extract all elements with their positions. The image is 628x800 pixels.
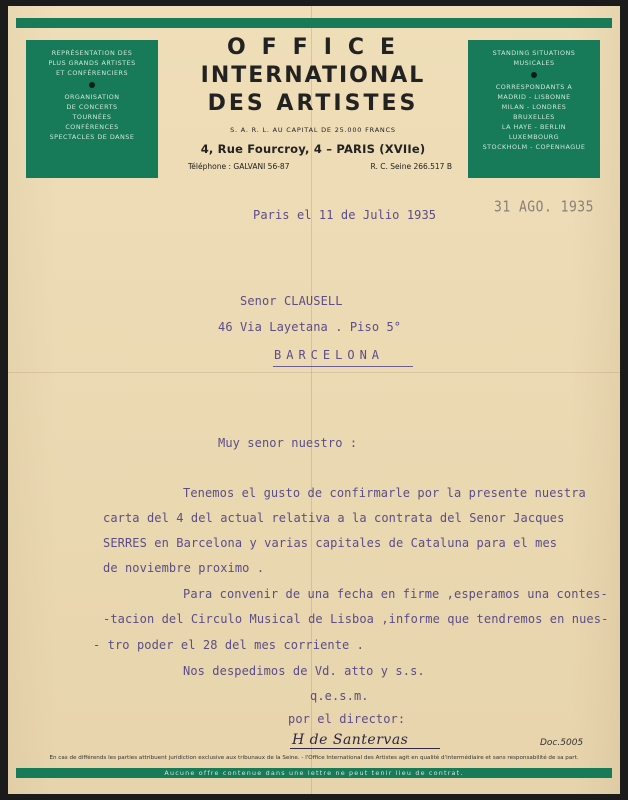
- left-box-line: TOURNÉES: [72, 113, 112, 121]
- left-box-line: CONFÉRENCES: [65, 123, 119, 131]
- top-green-band: [16, 18, 612, 28]
- body-line: - tro poder el 28 del mes corriente .: [93, 638, 365, 652]
- company-address: 4, Rue Fourcroy, 4 – PARIS (XVIIe): [200, 142, 426, 156]
- salutation: Muy senor nuestro :: [218, 436, 358, 450]
- bullet-dot-icon: [531, 72, 537, 78]
- right-box-line: MADRID - LISBONNE: [497, 93, 571, 101]
- left-box-line: ORGANISATION: [64, 93, 120, 101]
- brand-title-international: INTERNATIONAL: [200, 63, 426, 88]
- body-line: SERRES en Barcelona y varias capitales de Cataluna para el mes: [103, 536, 558, 550]
- right-box-line: BRUXELLES: [513, 113, 555, 121]
- bullet-dot-icon: [89, 82, 95, 88]
- recipient-name: Senor CLAUSELL: [240, 294, 343, 308]
- signature: [290, 728, 440, 754]
- left-box-line: SPECTACLES DE DANSE: [49, 133, 135, 141]
- signature-text: H de Santervas: [292, 732, 409, 748]
- left-box-line: PLUS GRANDS ARTISTES: [48, 59, 136, 67]
- company-capital: S. A. R. L. AU CAPITAL DE 25.000 FRANCS: [230, 126, 396, 134]
- footer-legal-note: En cas de différends les parties attribuent juridiction exclusive aux tribunaux de la Seine. - l'Office International des Artistes agit en qualité d'intermédiaire et sans responsabilité de sa part.: [49, 755, 579, 761]
- body-line: Tenemos el gusto de confirmarle por la presente nuestra: [183, 486, 586, 500]
- right-box-line: LUXEMBOURG: [508, 133, 560, 141]
- letter-sheet: [8, 6, 620, 794]
- recipient-city: BARCELONA: [274, 348, 385, 362]
- left-box-line: DE CONCERTS: [66, 103, 118, 111]
- document-reference: Doc.5005: [540, 738, 584, 748]
- letterhead-left-box: [26, 40, 158, 178]
- right-box-line: STOCKHOLM - COPENHAGUE: [482, 143, 586, 151]
- contact-line: [158, 162, 468, 174]
- body-line: -tacion del Circulo Musical de Lisboa ,informe que tendremos en nues-: [103, 612, 609, 626]
- received-date-stamp: 31 AGO. 1935: [494, 198, 594, 217]
- left-box-line: REPRÉSENTATION DES: [51, 49, 133, 57]
- left-box-line: ET CONFÉRENCIERS: [55, 69, 129, 77]
- telephone: Téléphone : GALVANI 56-87: [188, 162, 290, 171]
- right-box-line: CORRESPONDANTS A: [495, 83, 573, 91]
- right-box-line: MUSICALES: [513, 59, 555, 67]
- signature-line: [290, 748, 440, 749]
- city-underline: [273, 366, 413, 367]
- body-line: carta del 4 del actual relativa a la contrata del Senor Jacques: [103, 511, 565, 525]
- fold-crease-horizontal: [8, 372, 620, 373]
- right-box-line: LA HAYE - BERLIN: [501, 123, 567, 131]
- letter-date: Paris el 11 de Julio 1935: [253, 208, 437, 222]
- closing-abbrev: q.e.s.m.: [310, 689, 369, 703]
- footer-band-text: Aucune offre contenue dans une lettre ne peut tenir lieu de contrat.: [164, 769, 464, 777]
- right-box-line: STANDING SITUATIONS: [492, 49, 576, 57]
- closing-line: Nos despedimos de Vd. atto y s.s.: [183, 664, 425, 678]
- right-box-line: MILAN - LONDRES: [501, 103, 567, 111]
- letterhead-right-box: [468, 40, 600, 178]
- signatory-line: por el director:: [288, 712, 406, 726]
- body-line: de noviembre proximo .: [103, 561, 265, 575]
- brand-title-office: OFFICE: [226, 35, 412, 60]
- register-number: R. C. Seine 266.517 B: [370, 162, 452, 171]
- letterhead-brand: [158, 34, 468, 174]
- brand-title-artistes: DES ARTISTES: [207, 91, 419, 116]
- body-line: Para convenir de una fecha en firme ,esperamos una contes-: [183, 587, 608, 601]
- recipient-street: 46 Via Layetana . Piso 5°: [218, 320, 402, 334]
